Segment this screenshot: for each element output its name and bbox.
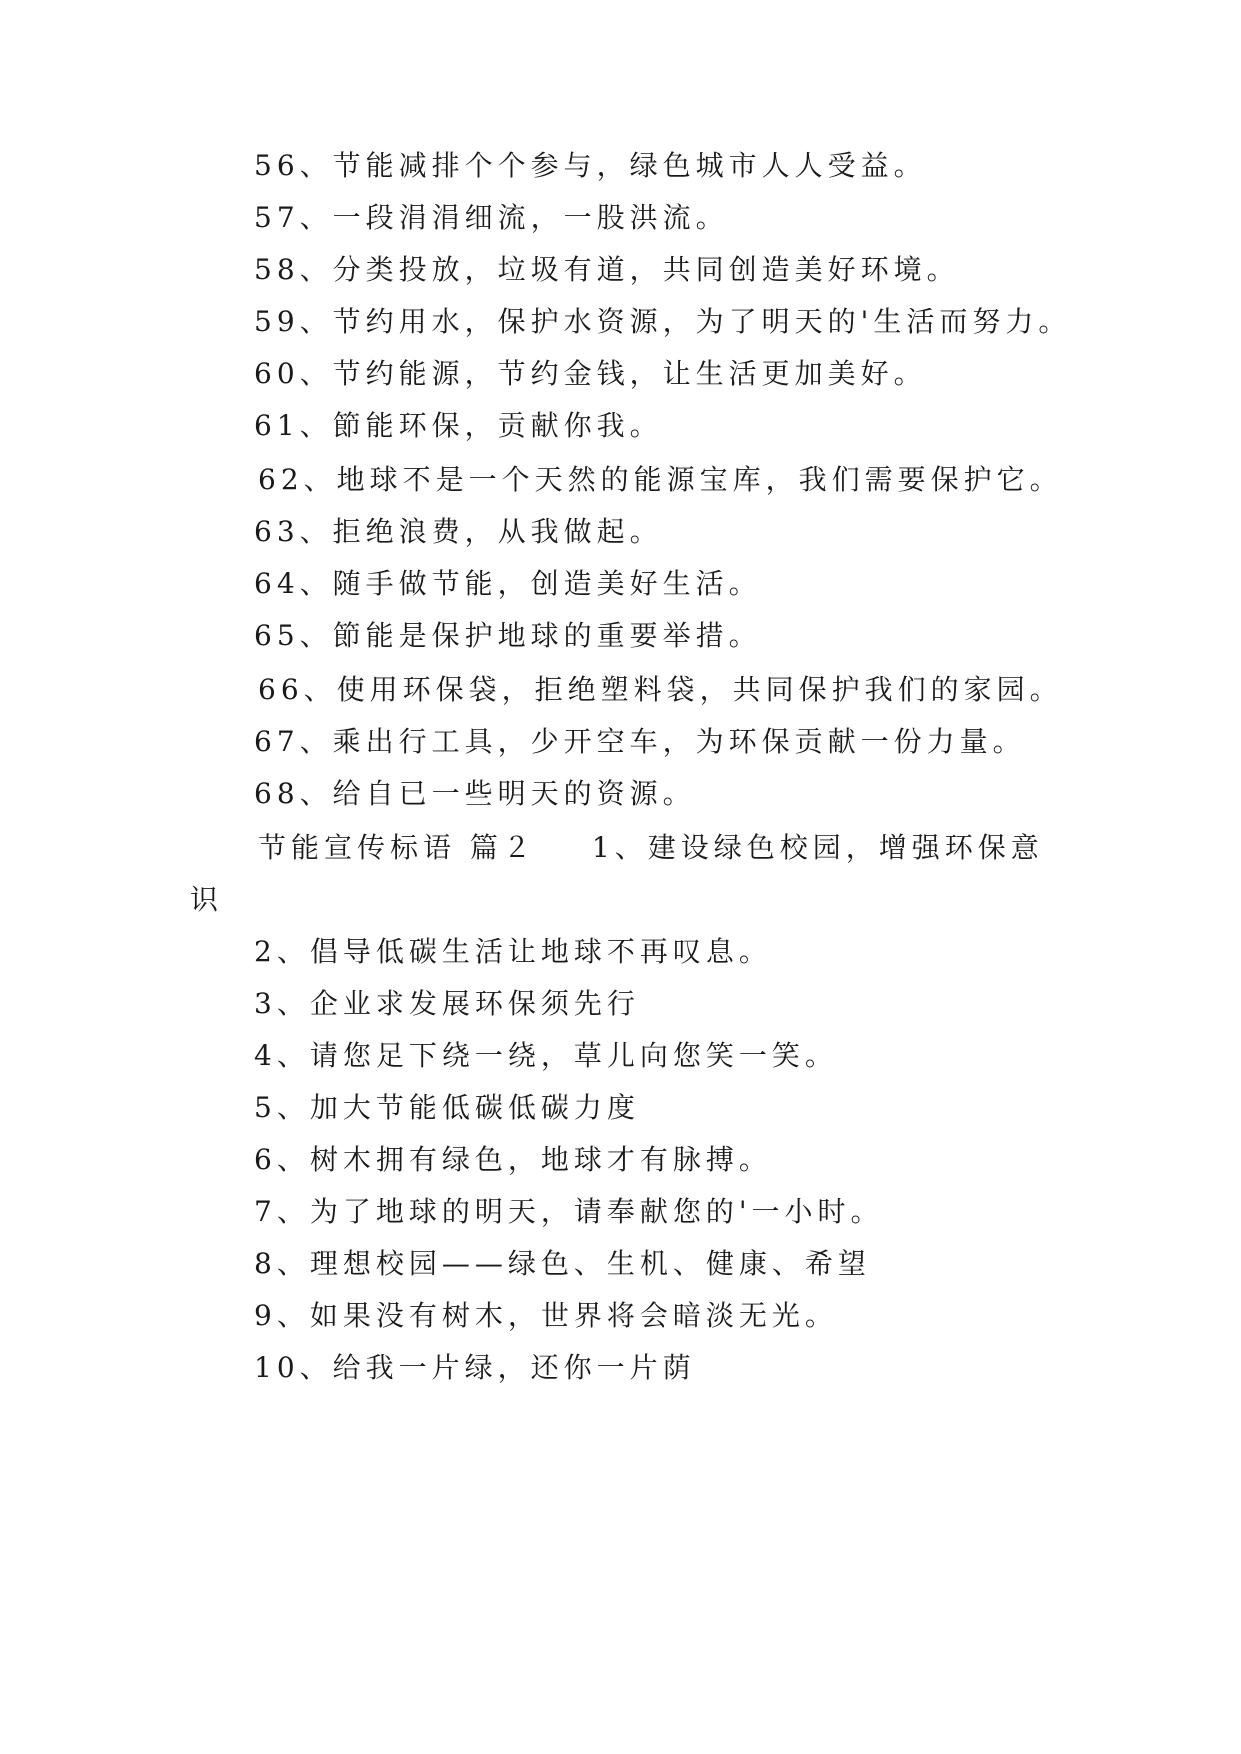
slogan-4: 4、请您足下绕一绕，草儿向您笑一笑。 — [254, 1039, 838, 1072]
slogan-7: 7、为了地球的明天，请奉献您的'一小时。 — [254, 1195, 884, 1228]
slogan-58: 58、分类投放，垃圾有道，共同创造美好环境。 — [254, 253, 960, 286]
section-heading-row — [258, 830, 1044, 866]
slogan-62: 62、地球不是一个天然的能源宝库，我们需要保护它。 — [258, 463, 1063, 496]
slogan-60: 60、节约能源，节约金钱，让生活更加美好。 — [254, 357, 927, 390]
slogan-59: 59、节约用水，保护水资源，为了明天的'生活而努力。 — [254, 305, 1072, 338]
slogan-2: 2、倡导低碳生活让地球不再叹息。 — [254, 935, 772, 968]
slogan-1: 1、建设绿色校园，增强环保意 — [591, 831, 1044, 864]
section-heading: 节能宣传标语 篇２ — [258, 831, 536, 864]
slogan-5: 5、加大节能低碳低碳力度 — [254, 1091, 640, 1124]
slogan-1-continued: 识 — [190, 883, 224, 916]
slogan-10: 10、给我一片绿，还你一片荫 — [254, 1351, 696, 1384]
slogan-67: 67、乘出行工具，少开空车，为环保贡献一份力量。 — [254, 725, 1026, 758]
slogan-57: 57、一段涓涓细流，一股洪流。 — [254, 201, 729, 234]
slogan-8: 8、理想校园——绿色、生机、健康、希望 — [254, 1247, 871, 1280]
slogan-64: 64、随手做节能，创造美好生活。 — [254, 567, 762, 600]
slogan-66: 66、使用环保袋，拒绝塑料袋，共同保护我们的家园。 — [258, 673, 1063, 706]
slogan-65: 65、節能是保护地球的重要举措。 — [254, 619, 762, 652]
slogan-56: 56、节能减排个个参与，绿色城市人人受益。 — [254, 149, 927, 182]
slogan-3: 3、企业求发展环保须先行 — [254, 987, 640, 1020]
slogan-63: 63、拒绝浪费，从我做起。 — [254, 515, 663, 548]
slogan-6: 6、树木拥有绿色，地球才有脉搏。 — [254, 1143, 772, 1176]
slogan-61: 61、節能环保，贡献你我。 — [254, 409, 663, 442]
slogan-9: 9、如果没有树木，世界将会暗淡无光。 — [254, 1299, 838, 1332]
slogan-68: 68、给自已一些明天的资源。 — [254, 777, 696, 810]
